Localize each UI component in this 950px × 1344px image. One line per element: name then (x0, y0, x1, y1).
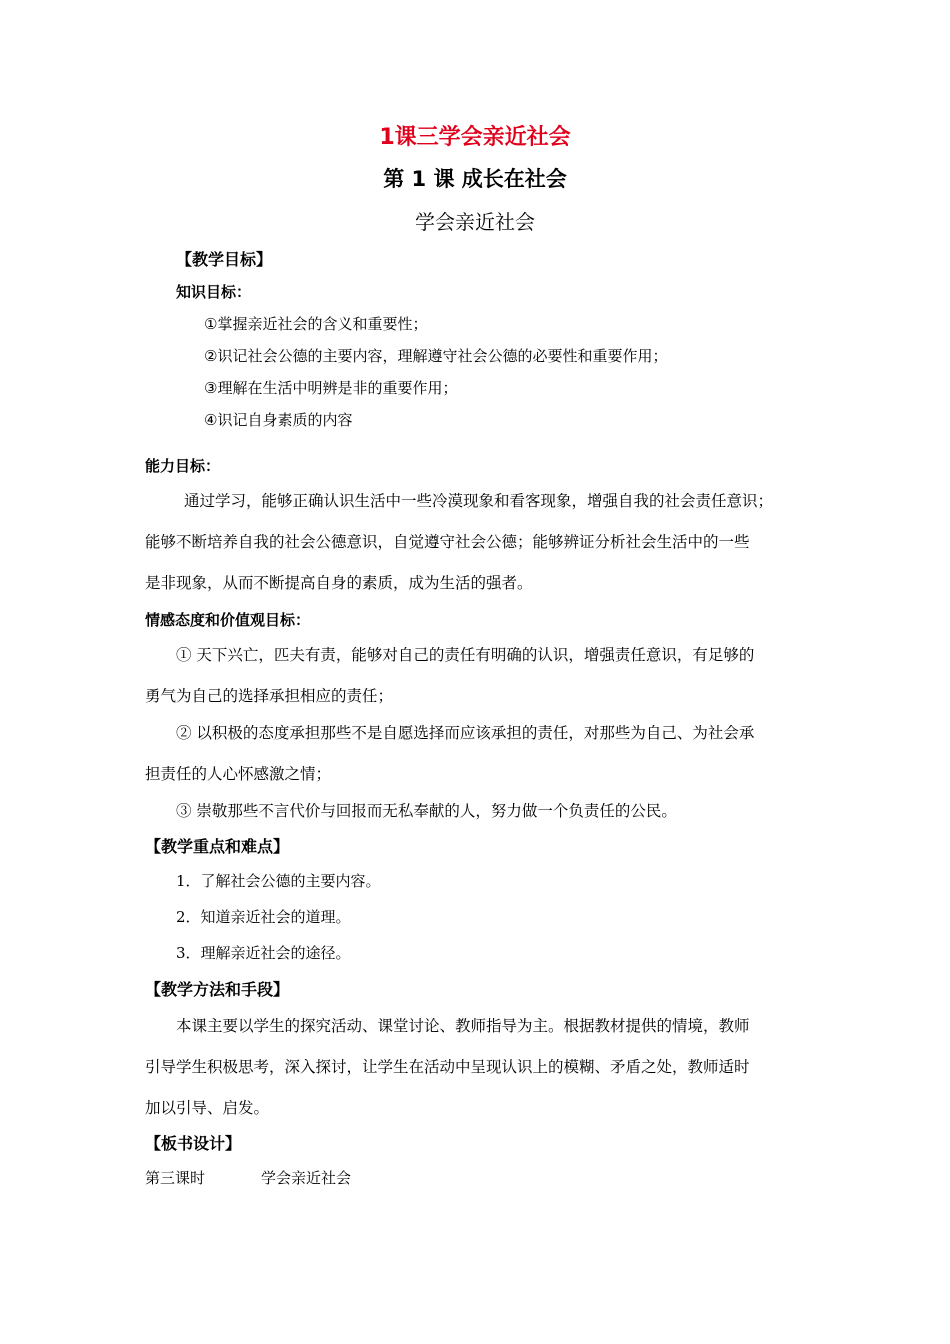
board-design-heading: 【板书设计】 (145, 1134, 242, 1153)
teaching-objectives-heading: 【教学目标】 (176, 250, 273, 269)
ability-text-line: 通过学习，能够正确认识生活中一些冷漠现象和看客现象，增强自我的社会责任意识； (184, 492, 774, 510)
emotion-text-line: ③ 崇敬那些不言代价与回报而无私奉献的人，努力做一个负责任的公民。 (176, 802, 677, 820)
emotion-text-line: 担责任的人心怀感激之情； (145, 765, 332, 783)
knowledge-item: ④识记自身素质的内容 (204, 411, 353, 429)
board-period-label: 第三课时 (145, 1169, 206, 1187)
knowledge-item: ③理解在生活中明辨是非的重要作用； (204, 379, 458, 397)
methods-text-line: 本课主要以学生的探究活动、课堂讨论、教师指导为主。根据教材提供的情境，教师 (176, 1017, 750, 1035)
emotion-objectives-heading: 情感态度和价值观目标： (145, 611, 311, 629)
methods-text-line: 引导学生积极思考，深入探讨，让学生在活动中呈现认识上的模糊、矛盾之处，教师适时 (145, 1058, 750, 1076)
emotion-text-line: ② 以积极的态度承担那些不是自愿选择而应该承担的责任，对那些为自己、为社会承 (176, 724, 755, 742)
emotion-text-line: 勇气为自己的选择承担相应的责任； (145, 687, 394, 705)
key-point-item: 2．知道亲近社会的道理。 (176, 908, 351, 926)
ability-objectives-heading: 能力目标： (145, 457, 221, 475)
knowledge-item: ②识记社会公德的主要内容，理解遵守社会公德的必要性和重要作用； (204, 347, 668, 365)
knowledge-objectives-heading: 知识目标： (176, 283, 252, 301)
key-point-item: 3．理解亲近社会的途径。 (176, 944, 351, 962)
main-title: 1课三学会亲近社会 (379, 125, 571, 150)
lesson-title: 第 1 课 成长在社会 (383, 167, 567, 191)
methods-text-line: 加以引导、启发。 (145, 1099, 270, 1117)
ability-text-line: 能够不断培养自我的社会公德意识，自觉遵守社会公德；能够辨证分析社会生活中的一些 (145, 533, 750, 551)
methods-heading: 【教学方法和手段】 (145, 980, 290, 999)
lesson-subtitle: 学会亲近社会 (415, 210, 535, 234)
ability-text-line: 是非现象，从而不断提高自身的素质，成为生活的强者。 (145, 574, 533, 592)
key-points-heading: 【教学重点和难点】 (145, 837, 290, 856)
key-point-item: 1．了解社会公德的主要内容。 (176, 872, 381, 890)
knowledge-item: ①掌握亲近社会的含义和重要性； (204, 315, 428, 333)
emotion-text-line: ① 天下兴亡，匹夫有责，能够对自己的责任有明确的认识，增强责任意识，有足够的 (176, 646, 755, 664)
board-topic-label: 学会亲近社会 (261, 1169, 352, 1187)
